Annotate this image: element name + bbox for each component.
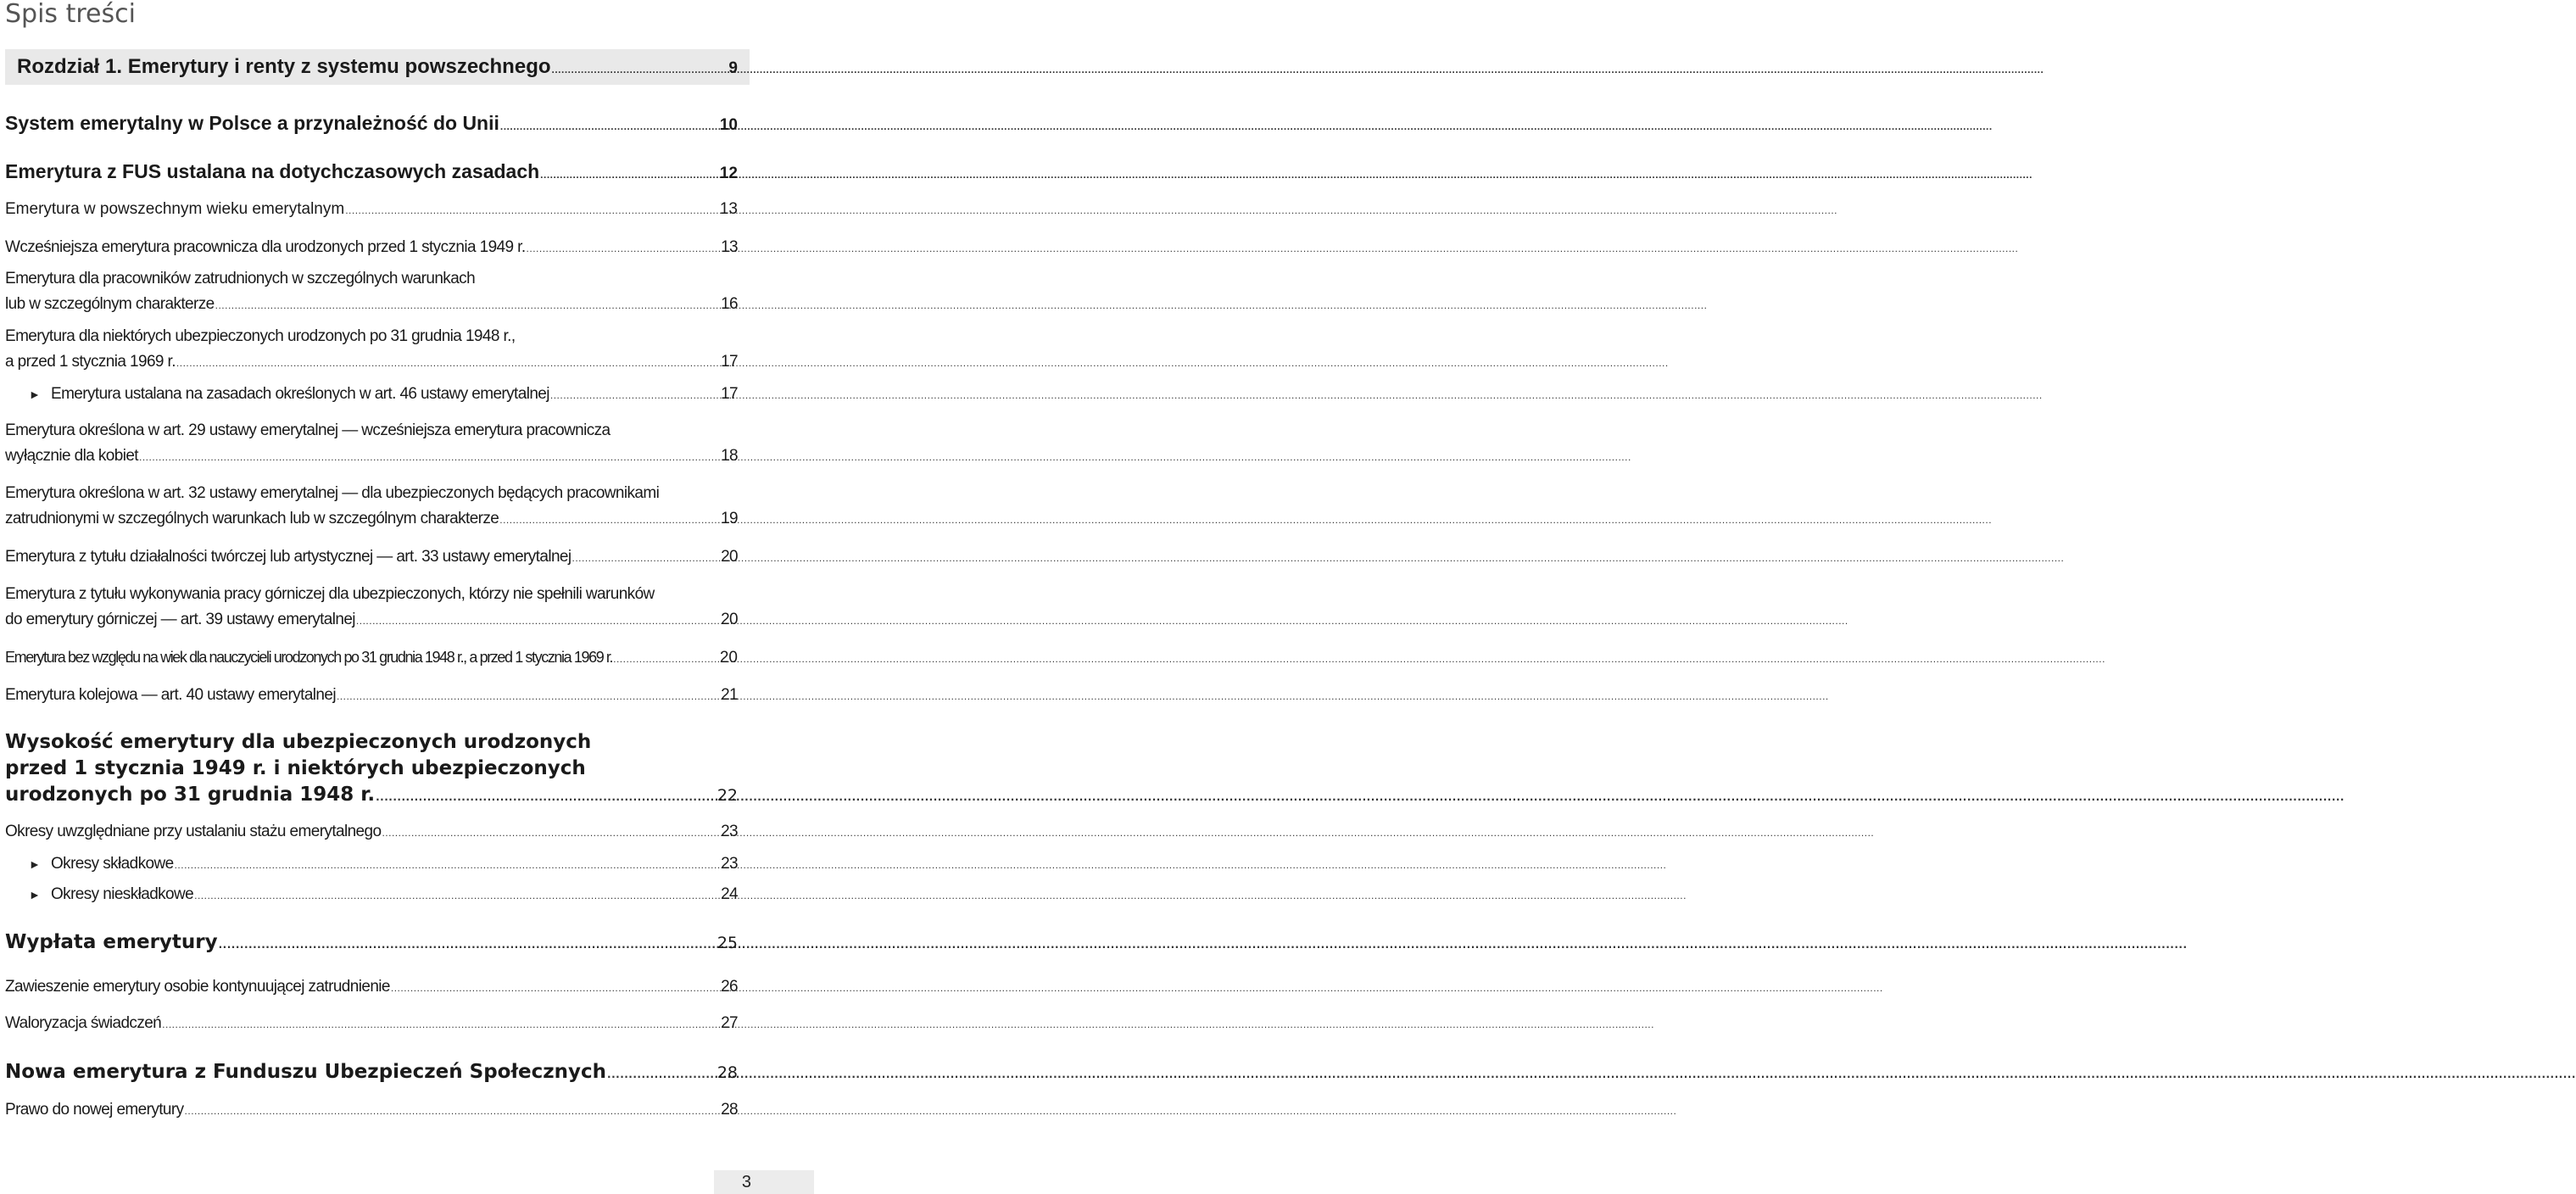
toc-entry-nowa-emerytura[interactable] [5,1059,738,1088]
toc-entry-text: Zawieszenie emerytury osobie kontynuującej zatrudnienie [5,978,390,996]
toc-entry-text: Okresy nieskładkowe [51,885,194,903]
toc-entry-text: Rozdział 1. Emerytury i renty z systemu powszechnego [17,55,551,78]
toc-entry-text-line1: Emerytura z tytułu wykonywania pracy górniczej dla ubezpieczonych, którzy nie spełnili warunków [5,585,655,603]
toc-entry-text: Waloryzacja świadczeń [5,1014,162,1032]
toc-entry-text: Wcześniejsza emerytura pracownicza dla urodzonych przed 1 stycznia 1949 r. [5,238,526,256]
leader-dots [176,350,707,376]
toc-entry-prawo-do-nowej[interactable] [5,1097,738,1124]
toc-entry-page: 23 [721,823,738,840]
toc-entry-zawieszenie[interactable] [5,974,738,1001]
toc-subentry-okresy-skladkowe[interactable] [5,851,738,878]
leader-dots [540,160,707,189]
page-number-box [714,1170,814,1194]
toc-entry-powszechny-wiek[interactable] [5,197,738,223]
leader-dots [162,1012,707,1037]
toc-entry-page: 27 [721,1014,738,1032]
toc-entry-art-39[interactable] [5,582,738,633]
leader-dots [499,507,707,533]
toc-entry-text: Emerytura w powszechnym wieku emerytalnym [5,200,345,218]
leader-dots [391,975,707,1001]
toc-entry-text: Emerytura z FUS ustalana na dotychczasowych zasadach [5,160,540,182]
toc-entry-page: 16 [721,295,738,313]
toc-entry-page: 10 [719,116,738,134]
leader-dots [345,198,707,223]
toc-entry-text: Emerytura ustalana na zasadach określonych w art. 46 ustawy emerytalnej [51,385,549,403]
arrow-right-icon: ► [29,888,41,901]
toc-entry-text-line2: a przed 1 stycznia 1969 r. [5,353,176,371]
leader-dots [550,382,707,408]
toc-entry-niektorzy-ubezpieczeni[interactable] [5,324,738,376]
leader-dots [382,820,707,845]
toc-entry-text: Wypłata emerytury [5,931,218,953]
toc-entry-szczegolne-warunki[interactable] [5,266,738,318]
toc-entry-page: 25 [716,934,738,952]
toc-entry-page: 12 [719,165,738,182]
toc-entry-page: 19 [721,510,738,527]
toc-entry-page: 22 [716,786,738,805]
toc-entry-text-line2: lub w szczególnym charakterze [5,295,215,313]
toc-entry-text: Emerytura z tytułu działalności twórczej lub artystycznej — art. 33 ustawy emerytalnej [5,548,572,566]
leader-dots [337,683,707,709]
toc-entry-text-line1: Emerytura określona w art. 32 ustawy emerytalnej — dla ubezpieczonych będących pracownikami [5,484,660,502]
toc-entry-text: Prawo do nowej emerytury [5,1101,184,1119]
page-number: 3 [741,1173,751,1191]
toc-entry-waloryzacja[interactable] [5,1011,738,1037]
arrow-right-icon: ► [29,857,41,871]
leader-dots [376,784,707,811]
toc-entry-chapter-1[interactable] [5,53,738,84]
toc-entry-page: 20 [721,548,738,566]
leader-dots [185,1098,707,1124]
toc-entry-page: 20 [719,649,738,667]
toc-entry-page: 18 [721,447,738,465]
toc-entry-text: System emerytalny w Polsce a przynależność do Unii [5,112,499,134]
toc-entry-text-line2: wyłącznie dla kobiet [5,447,138,465]
leader-dots [572,545,707,571]
toc-entry-text: Emerytura kolejowa — art. 40 ustawy emerytalnej [5,686,336,704]
leader-dots [215,293,707,318]
toc-entry-wyplata-emerytury[interactable] [5,929,738,958]
leader-dots [194,883,707,908]
leader-dots [219,932,707,958]
toc-entry-text-line1: Wysokość emerytury dla ubezpieczonych urodzonych [5,731,592,753]
leader-dots [613,646,707,672]
toc-entry-text-line2: przed 1 stycznia 1949 r. i niektórych ubezpieczonych [5,757,586,779]
toc-page [0,0,814,1194]
leader-dots [500,112,707,141]
toc-subentry-art-46[interactable] [5,382,738,408]
toc-entry-page: 24 [721,885,738,903]
leader-dots [607,1062,707,1088]
toc-entry-system-emerytalny[interactable] [5,109,738,141]
toc-entry-text-line1: Emerytura określona w art. 29 ustawy emerytalnej — wcześniejsza emerytura pracownicza [5,421,611,439]
toc-entry-text-line3: urodzonych po 31 grudnia 1948 r. [5,784,376,806]
toc-entry-page: 21 [721,686,738,704]
toc-entry-text: Emerytura bez względu na wiek dla nauczycieli urodzonych po 31 grudnia 1948 r., a przed 1 stycznia 1969 r. [5,649,613,666]
toc-entry-page: 20 [721,611,738,628]
leader-dots [552,55,707,84]
leader-dots [139,444,707,470]
toc-entry-text-line2: do emerytury górniczej — art. 39 ustawy emerytalnej [5,611,355,628]
leader-dots [175,852,707,878]
toc-subentry-okresy-nieskladkowe[interactable] [5,882,738,908]
toc-entry-art-33[interactable] [5,544,738,571]
toc-entry-text-line2: zatrudnionymi w szczególnych warunkach lub w szczególnym charakterze [5,510,499,527]
toc-entry-page: 28 [721,1101,738,1119]
toc-entry-page: 9 [728,59,738,77]
toc-entry-page: 17 [721,353,738,371]
toc-entry-okresy-uwzgledniane[interactable] [5,819,738,845]
toc-entry-text-line1: Emerytura dla niektórych ubezpieczonych urodzonych po 31 grudnia 1948 r., [5,327,516,345]
toc-entry-art-29[interactable] [5,418,738,470]
arrow-right-icon: ► [29,388,41,401]
toc-entry-wysokosc-emerytury[interactable] [5,729,738,811]
toc-entry-page: 17 [721,385,738,403]
toc-entry-text: Okresy uwzględniane przy ustalaniu stażu emerytalnego [5,823,382,840]
toc-entry-kolejowa[interactable] [5,683,738,709]
toc-entry-page: 26 [721,978,738,996]
toc-entry-wczesniejsza-emerytura[interactable] [5,235,738,261]
toc-entry-art-32[interactable] [5,481,738,533]
toc-entry-nauczyciele[interactable] [5,644,738,672]
toc-entry-text: Nowa emerytura z Funduszu Ubezpieczeń Społecznych [5,1061,607,1083]
toc-entry-emerytura-z-fus[interactable] [5,157,738,189]
toc-entry-text: Okresy składkowe [51,855,174,873]
leader-dots [356,608,707,633]
toc-entry-page: 23 [721,855,738,873]
toc-entry-page: 28 [716,1063,738,1082]
toc-entry-page: 13 [719,200,738,218]
toc-entry-text-line1: Emerytura dla pracowników zatrudnionych w szczególnych warunkach [5,270,476,287]
toc-entry-page: 13 [721,238,738,256]
leader-dots [527,236,707,261]
page-title: Spis treści [5,0,136,29]
